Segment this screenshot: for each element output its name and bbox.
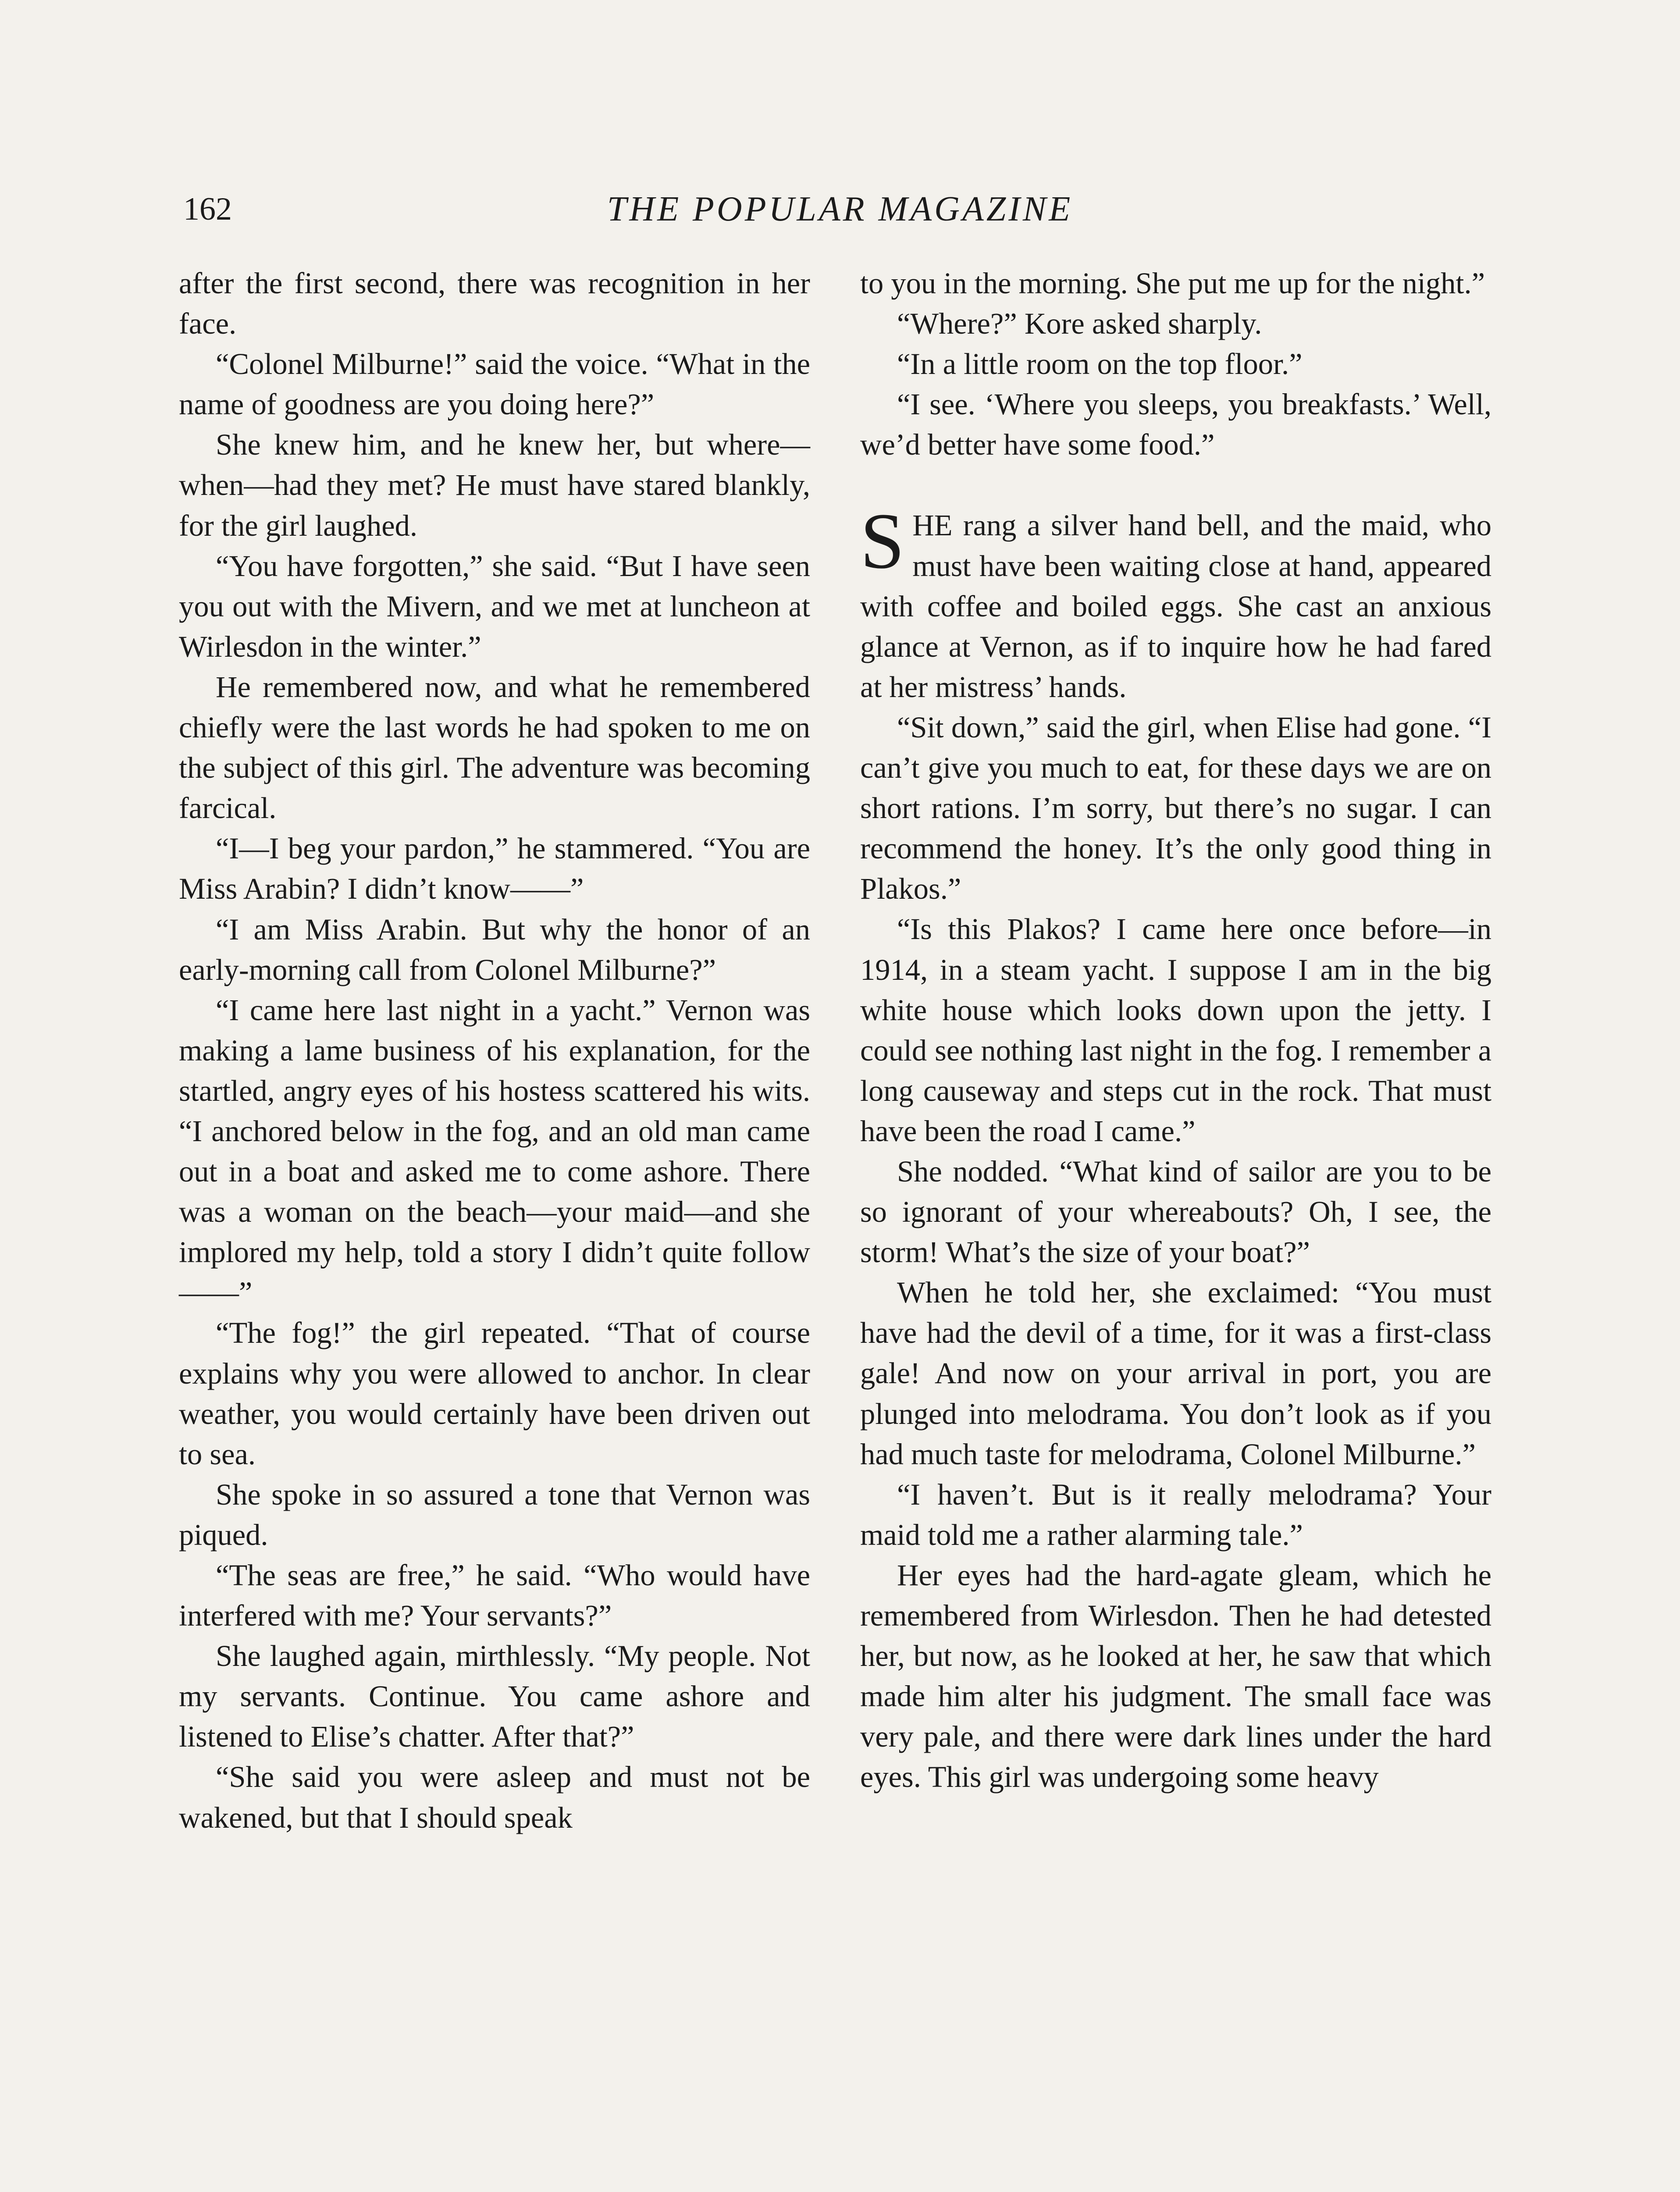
paragraph: She knew him, and he knew her, but where—when—had they met? He must have stared blankly, for the girl laughed. (179, 428, 810, 542)
running-title: THE POPULAR MAGAZINE (607, 190, 1073, 228)
paragraph: “In a little room on the top floor.” (897, 347, 1303, 381)
drop-cap: S (860, 497, 905, 586)
paragraph: to you in the morning. She put me up for the night.” (860, 267, 1485, 300)
paragraph: He remembered now, and what he remembered chiefly were the last words he had spoken to me on the subject of this girl. The adventure was becoming farcical. (179, 670, 810, 825)
paragraph: She laughed again, mirthlessly. “My people. Not my servants. Continue. You came ashore and listened to Elise’s chatter. After that?” (179, 1639, 810, 1754)
paragraph: “Is this Plakos? I came here once before—in 1914, in a steam yacht. I suppose I am in the big white house which looks down upon the jetty. I could see nothing last night in the fog. I remember a long causeway and steps cut in the rock. That must have been the road I came.” (860, 912, 1491, 1148)
left-column (179, 263, 810, 1838)
paragraph: “You have forgotten,” she said. “But I have seen you out with the Mivern, and we met at luncheon at Wirlesdon in the winter.” (179, 549, 810, 663)
paragraph: “I haven’t. But is it really melodrama? Your maid told me a rather alarming tale.” (860, 1477, 1491, 1551)
paragraph: “She said you were asleep and must not be wakened, but that I should speak (179, 1760, 810, 1834)
paragraph: “Colonel Milburne!” said the voice. “What in the name of goodness are you doing here?” (179, 347, 810, 421)
paragraph: She nodded. “What kind of sailor are you to be so ignorant of your whereabouts? Oh, I see, the storm! What’s the size of your boat?” (860, 1154, 1491, 1269)
paragraph: Her eyes had the hard-agate gleam, which he remembered from Wirlesdon. Then he had detested her, but now, as he looked at her, he saw that which made him alter his judgment. The small face was very pale, and there were dark lines under the hard eyes. This girl was undergoing some heavy (860, 1558, 1491, 1794)
right-column (860, 263, 1491, 1797)
paragraph: “The seas are free,” he said. “Who would have interfered with me? Your servants?” (179, 1559, 810, 1633)
page-number: 162 (183, 191, 232, 227)
paragraph: She spoke in so assured a tone that Vernon was piqued. (179, 1477, 810, 1551)
page-header (183, 185, 1497, 233)
section-start-text: HE rang a silver hand bell, and the maid, who must have been waiting close at hand, appeared with coffee and boiled eggs. She cast an anxious glance at Vernon, as if to inquire how he had fared at her mistress’ hands. (860, 509, 1491, 704)
paragraph: “The fog!” the girl repeated. “That of course explains why you were allowed to anchor. In clear weather, you would certainly have been driven out to sea. (179, 1316, 810, 1471)
paragraph: When he told her, she exclaimed: “You must have had the devil of a time, for it was a first-class gale! And now on your arrival in port, you are plunged into melodrama. You don’t look as if you had much taste for melodrama, Colonel Milburne.” (860, 1276, 1491, 1471)
paragraph: “I am Miss Arabin. But why the honor of an early-morning call from Colonel Milburne?” (179, 912, 810, 986)
paragraph: “Sit down,” said the girl, when Elise had gone. “I can’t give you much to eat, for these days we are on short rations. I’m sorry, but there’s no sugar. I can recommend the honey. It’s the only good thing in Plakos.” (860, 710, 1491, 906)
paragraph: after the first second, there was recognition in her face. (179, 267, 810, 341)
paragraph: “I—I beg your pardon,” he stammered. “You are Miss Arabin? I didn’t know——” (179, 832, 810, 906)
paragraph: “I see. ‘Where you sleeps, you breakfasts.’ Well, we’d better have some food.” (860, 388, 1491, 462)
paragraph: “I came here last night in a yacht.” Vernon was making a lame business of his explanation, for the startled, angry eyes of his hostess scattered his wits. “I anchored below in the fog, and an old man came out in a boat and asked me to come ashore. There was a woman on the beach—your maid—and she implored my help, told a story I didn’t quite follow——” (179, 993, 810, 1310)
section-start-paragraph (860, 497, 1491, 707)
paragraph: “Where?” Kore asked sharply. (897, 307, 1262, 341)
